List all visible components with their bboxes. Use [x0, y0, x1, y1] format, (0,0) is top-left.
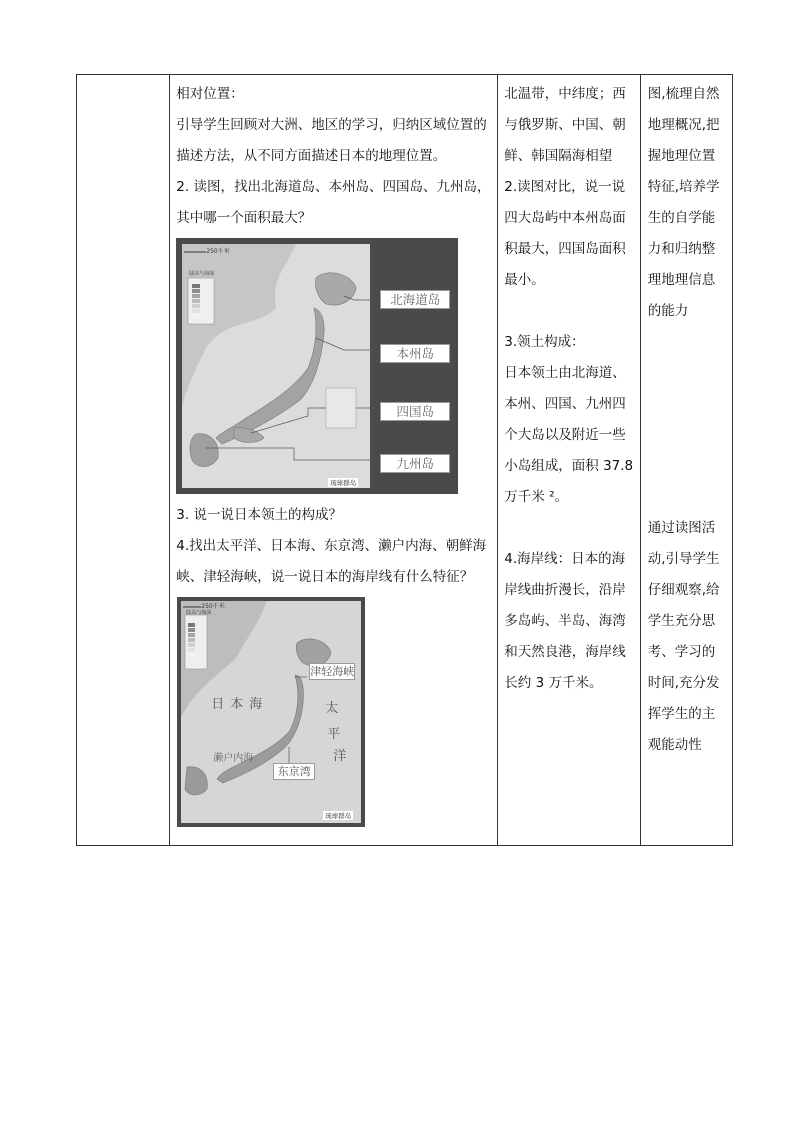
question-2: 2. 读图，找出北海道岛、本州岛、四国岛、九州岛，其中哪一个面积最大？ — [176, 179, 491, 226]
intent-2: 通过读图活动,引导学生仔细观察,给学生充分思考、学习的时间,充分发挥学生的主观能动性 — [647, 520, 720, 753]
japan-coast-map — [177, 597, 365, 827]
pacific-label-1: 太 — [325, 701, 339, 716]
question-4: 4.找出太平洋、日本海、东京湾、濑户内海、朝鲜海峡、津轻海峡，说一说日本的海岸线有什么特征？ — [176, 538, 487, 585]
guide-text: 引导学生回顾对大洲、地区的学习，归纳区域位置的描述方法，从不同方面描述日本的地理位置。 — [176, 117, 487, 164]
japan-islands-map — [176, 238, 458, 494]
coastline-answer: 4.海岸线：日本的海岸线曲折漫长，沿岸多岛屿、半岛、海湾和天然良港，海岸线长约 3 万千米。 — [504, 551, 626, 691]
legend-title: 陆高与海深 — [189, 271, 215, 277]
teacher-activity-column — [170, 75, 498, 846]
intent-1: 图,梳理自然地理概况,把握地理位置特征,培养学生的自学能力和归纳整理地理信息的能力 — [647, 86, 720, 319]
label-tsugaru-strait: 津轻海峡 — [310, 665, 355, 678]
design-intent-column — [640, 75, 732, 846]
label-honshu: 本州岛 — [380, 344, 450, 363]
label-kyushu: 九州岛 — [380, 454, 450, 473]
location-answer: 北温带，中纬度；西与俄罗斯、中国、朝鲜、韩国隔海相望 — [504, 86, 626, 164]
ryukyu-label: 琉球群岛 — [330, 479, 357, 487]
label-shikoku: 四国岛 — [380, 402, 450, 421]
legend-title-2: 陆高与海深 — [186, 610, 212, 616]
question-3: 3. 说一说日本领土的构成？ — [176, 507, 342, 523]
seto-inland-sea-label: 濑户内海 — [213, 753, 254, 764]
answer-2: 2.读图对比，说一说四大岛屿中本州岛面积最大，四国岛面积最小。 — [504, 179, 626, 288]
label-tokyo-bay: 东京湾 — [273, 763, 315, 780]
student-activity-column — [498, 75, 640, 846]
blank-column — [77, 75, 170, 846]
sea-of-japan-label: 日本海 — [211, 697, 269, 712]
territory-heading: 3.领土构成： — [504, 334, 585, 350]
lesson-table — [76, 74, 733, 846]
territory-answer: 日本领土由北海道、本州、四国、九州四个大岛以及附近一些小岛组成，面积 37.8 万千米 ²。 — [504, 365, 634, 505]
pacific-label-2: 平 — [327, 727, 341, 742]
scale-label-2: 250千米 — [201, 603, 225, 610]
scale-label: 250千米 — [206, 248, 230, 255]
ryukyu-label-2: 琉球群岛 — [325, 812, 352, 820]
pacific-label-3: 洋 — [333, 749, 347, 764]
relative-position-heading: 相对位置： — [176, 86, 244, 102]
label-hokkaido: 北海道岛 — [380, 290, 450, 309]
